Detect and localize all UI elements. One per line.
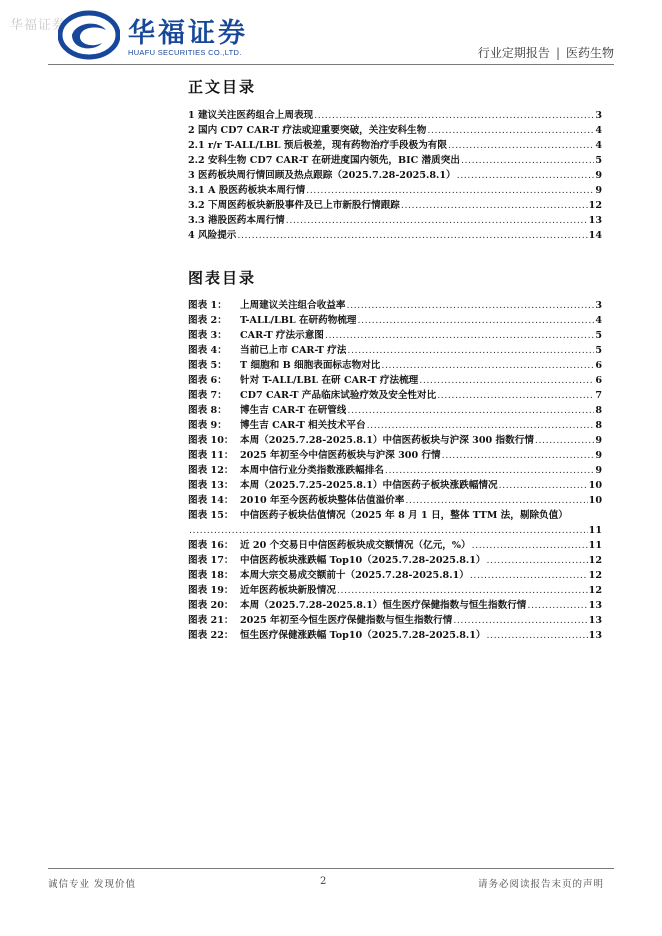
figure-number: 图表 7：: [188, 390, 227, 401]
toc-entry[interactable]: [188, 138, 602, 153]
figure-number: 图表 15：: [188, 510, 234, 521]
figure-label: 中信医药板块涨跌幅 Top10（2025.7.28-2025.8.1）: [240, 555, 486, 566]
figure-entry[interactable]: [188, 553, 602, 568]
figure-page: 12: [588, 585, 602, 596]
toc-leader-dots: [306, 183, 594, 198]
toc-entry-label: 3 医药板块周行情回顾及热点跟踪（2025.7.28-2025.8.1）: [188, 170, 456, 181]
figure-entry[interactable]: [188, 598, 602, 613]
toc-leader-dots: [367, 418, 595, 433]
figure-number: 图表 19：: [188, 585, 234, 596]
figure-entry[interactable]: [188, 538, 602, 553]
toc-entry[interactable]: [188, 198, 602, 213]
toc-entry[interactable]: [188, 183, 602, 198]
toc-leader-dots: [448, 138, 594, 153]
page-header: [0, 0, 662, 66]
toc-leader-dots: [535, 433, 594, 448]
huafu-logo-icon: [58, 10, 120, 60]
toc-entry-page: 12: [588, 200, 602, 211]
figure-page: 9: [595, 435, 602, 446]
toc-leader-dots: [314, 108, 594, 123]
figure-page: 6: [595, 375, 602, 386]
figure-number: 图表 8：: [188, 405, 227, 416]
toc-entry-label: 2 国内 CD7 CAR-T 疗法或迎重要突破，关注安科生物: [188, 125, 427, 136]
figure-label: 中信医药子板块估值情况（2025 年 8 月 1 日，整体 TTM 法，剔除负值）: [240, 510, 568, 521]
figure-entry[interactable]: [188, 628, 602, 643]
figure-number: 图表 3：: [188, 330, 227, 341]
figure-label: T 细胞和 B 细胞表面标志物对比: [240, 360, 381, 371]
figure-entry[interactable]: [188, 343, 602, 358]
figure-number: 图表 20：: [188, 600, 234, 611]
figure-page: 13: [588, 600, 602, 611]
toc-leader-dots: [325, 328, 594, 343]
figure-number: 图表 16：: [188, 540, 234, 551]
figure-label: 2025 年初至今中信医药板块与沪深 300 行情: [240, 450, 441, 461]
figure-page: 3: [595, 300, 602, 311]
toc-leader-dots: [405, 493, 587, 508]
figure-entry[interactable]: [188, 508, 602, 523]
figure-entry[interactable]: [188, 358, 602, 373]
toc-leader-dots: [419, 373, 594, 388]
toc-leader-dots: [385, 463, 594, 478]
toc-leader-dots: [427, 123, 594, 138]
toc-leader-dots: [189, 523, 588, 538]
figure-entry[interactable]: [188, 568, 602, 583]
figure-entry[interactable]: [188, 433, 602, 448]
figure-entry[interactable]: [188, 463, 602, 478]
figure-label: 2025 年初至今恒生医疗保健指数与恒生指数行情: [240, 615, 453, 626]
figure-entry[interactable]: [188, 448, 602, 463]
figure-number: 图表 4：: [188, 345, 227, 356]
figure-page: 10: [588, 495, 602, 506]
figure-label: 当前已上市 CAR-T 疗法: [240, 345, 347, 356]
figure-entry[interactable]: [188, 313, 602, 328]
figure-entry[interactable]: [188, 388, 602, 403]
figure-number: 图表 6：: [188, 375, 227, 386]
toc-entry[interactable]: [188, 153, 602, 168]
figure-page: 4: [595, 315, 602, 326]
figure-number: 图表 22：: [188, 630, 234, 641]
figure-number: 图表 21：: [188, 615, 234, 626]
toc-leader-dots: [347, 298, 595, 313]
toc-entry-page: 4: [595, 125, 602, 136]
figure-entry[interactable]: [188, 418, 602, 433]
figure-page: 8: [595, 405, 602, 416]
figure-number: 图表 17：: [188, 555, 234, 566]
figure-page: 5: [595, 345, 602, 356]
toc-entry[interactable]: [188, 228, 602, 243]
figure-toc: [188, 298, 602, 643]
figure-number: 图表 1：: [188, 300, 227, 311]
figure-entry[interactable]: [188, 298, 602, 313]
figure-page: 7: [595, 390, 602, 401]
toc-entry[interactable]: [188, 123, 602, 138]
figure-label: 本周大宗交易成交额前十（2025.7.28-2025.8.1）: [240, 570, 469, 581]
figure-label: 博生吉 CAR-T 在研管线: [240, 405, 347, 416]
figure-number: 图表 9：: [188, 420, 227, 431]
toc-leader-dots: [453, 613, 587, 628]
figure-label: CD7 CAR-T 产品临床试验疗效及安全性对比: [240, 390, 437, 401]
figure-number: 图表 18：: [188, 570, 234, 581]
toc-entry-page: 4: [595, 140, 602, 151]
toc-leader-dots: [472, 538, 588, 553]
figure-page: 12: [588, 570, 602, 581]
figure-label: 2010 年至今医药板块整体估值溢价率: [240, 495, 405, 506]
figure-number: 图表 12：: [188, 465, 234, 476]
toc-leader-dots: [437, 388, 594, 403]
figure-toc-title: 图表目录: [188, 269, 257, 287]
toc-entry-page: 3: [595, 110, 602, 121]
figure-number: 图表 11：: [188, 450, 234, 461]
figure-label: CAR-T 疗法示意图: [240, 330, 324, 341]
industry-name: 医药生物: [565, 46, 614, 60]
figure-entry[interactable]: [188, 613, 602, 628]
figure-number: 图表 14：: [188, 495, 234, 506]
figure-page: 5: [595, 330, 602, 341]
toc-leader-dots: [499, 478, 588, 493]
page-number: 2: [320, 876, 327, 887]
figure-label: 博生吉 CAR-T 相关技术平台: [240, 420, 366, 431]
figure-page: 9: [595, 450, 602, 461]
figure-entry[interactable]: [188, 403, 602, 418]
toc-leader-dots: [470, 568, 588, 583]
logo-english-name: HUAFU SECURITIES CO.,LTD.: [128, 48, 242, 57]
toc-entry-label: 3.3 港股医药本周行情: [188, 215, 285, 226]
toc-entry-label: 4 风险提示: [188, 230, 237, 241]
footer-slogan: 诚信专业 发现价值: [48, 879, 137, 890]
figure-label: 近 20 个交易日中信医药板块成交额情况（亿元，%）: [240, 540, 471, 551]
figure-number: 图表 10：: [188, 435, 234, 446]
toc-entry[interactable]: [188, 108, 602, 123]
figure-page: 10: [588, 480, 602, 491]
toc-entry[interactable]: [188, 213, 602, 228]
figure-label: 上周建议关注组合收益率: [240, 300, 346, 311]
figure-label: 针对 T-ALL/LBL 在研 CAR-T 疗法梳理: [240, 375, 419, 386]
toc-leader-dots: [527, 598, 587, 613]
toc-entry-page: 9: [595, 170, 602, 181]
figure-page: 9: [595, 465, 602, 476]
figure-entry[interactable]: [188, 373, 602, 388]
figure-page: 11: [588, 525, 602, 536]
toc-leader-dots: [381, 358, 594, 373]
toc-leader-dots: [461, 153, 594, 168]
header-rule: [48, 64, 614, 65]
figure-label: 本周（2025.7.28-2025.8.1）中信医药板块与沪深 300 指数行情: [240, 435, 534, 446]
toc-leader-dots: [401, 198, 588, 213]
figure-number: 图表 13：: [188, 480, 234, 491]
toc-entry-label: 2.2 安科生物 CD7 CAR-T 在研进度国内领先，BIC 潜质突出: [188, 155, 460, 166]
toc-entry-label: 2.1 r/r T-ALL/LBL 预后极差，现有药物治疗手段极为有限: [188, 140, 447, 151]
main-toc: [188, 108, 602, 243]
figure-label: 本周中信行业分类指数涨跌幅排名: [240, 465, 384, 476]
toc-entry-page: 13: [588, 215, 602, 226]
toc-leader-dots: [457, 168, 595, 183]
figure-page: 13: [588, 615, 602, 626]
figure-page: 8: [595, 420, 602, 431]
toc-entry[interactable]: [188, 168, 602, 183]
report-type: 行业定期报告: [477, 46, 550, 60]
figure-entry[interactable]: [188, 328, 602, 343]
figure-page: 12: [588, 555, 602, 566]
watermark: 华福证券: [10, 18, 67, 33]
toc-entry-page: 5: [595, 155, 602, 166]
toc-leader-dots: [286, 213, 588, 228]
toc-leader-dots: [237, 228, 587, 243]
company-logo: [58, 8, 258, 64]
figure-page: 13: [588, 630, 602, 641]
toc-entry-label: 3.2 下周医药板块新股事件及已上市新股行情跟踪: [188, 200, 400, 211]
figure-number: 图表 5：: [188, 360, 227, 371]
main-toc-title: 正文目录: [188, 78, 257, 96]
toc-leader-dots: [347, 343, 594, 358]
header-separator: |: [555, 46, 560, 60]
toc-leader-dots: [347, 403, 594, 418]
toc-entry-page: 9: [595, 185, 602, 196]
toc-leader-dots: [337, 583, 588, 598]
toc-leader-dots: [487, 628, 588, 643]
figure-label: 本周（2025.7.25-2025.8.1）中信医药子板块涨跌幅情况: [240, 480, 498, 491]
figure-entry[interactable]: [188, 493, 602, 508]
figure-page: 11: [588, 540, 602, 551]
toc-leader-dots: [357, 313, 594, 328]
logo-chinese-name: 华福证券: [128, 18, 248, 49]
figure-label: 恒生医疗保健涨跌幅 Top10（2025.7.28-2025.8.1）: [240, 630, 486, 641]
figure-number: 图表 2：: [188, 315, 227, 326]
figure-entry[interactable]: [188, 583, 602, 598]
toc-entry-label: 1 建议关注医药组合上周表现: [188, 110, 314, 121]
toc-entry-page: 14: [588, 230, 602, 241]
figure-page: 6: [595, 360, 602, 371]
toc-leader-dots: [487, 553, 588, 568]
figure-label: T-ALL/LBL 在研药物梳理: [240, 315, 357, 326]
figure-entry-continuation[interactable]: [188, 523, 602, 538]
report-category: [478, 44, 614, 61]
footer-rule: [48, 868, 614, 869]
figure-label: 本周（2025.7.28-2025.8.1）恒生医疗保健指数与恒生指数行情: [240, 600, 527, 611]
figure-entry[interactable]: [188, 478, 602, 493]
toc-leader-dots: [442, 448, 595, 463]
footer-disclaimer: 请务必阅读报告末页的声明: [477, 879, 604, 890]
toc-entry-label: 3.1 A 股医药板块本周行情: [188, 185, 306, 196]
figure-label: 近年医药板块新股情况: [240, 585, 336, 596]
